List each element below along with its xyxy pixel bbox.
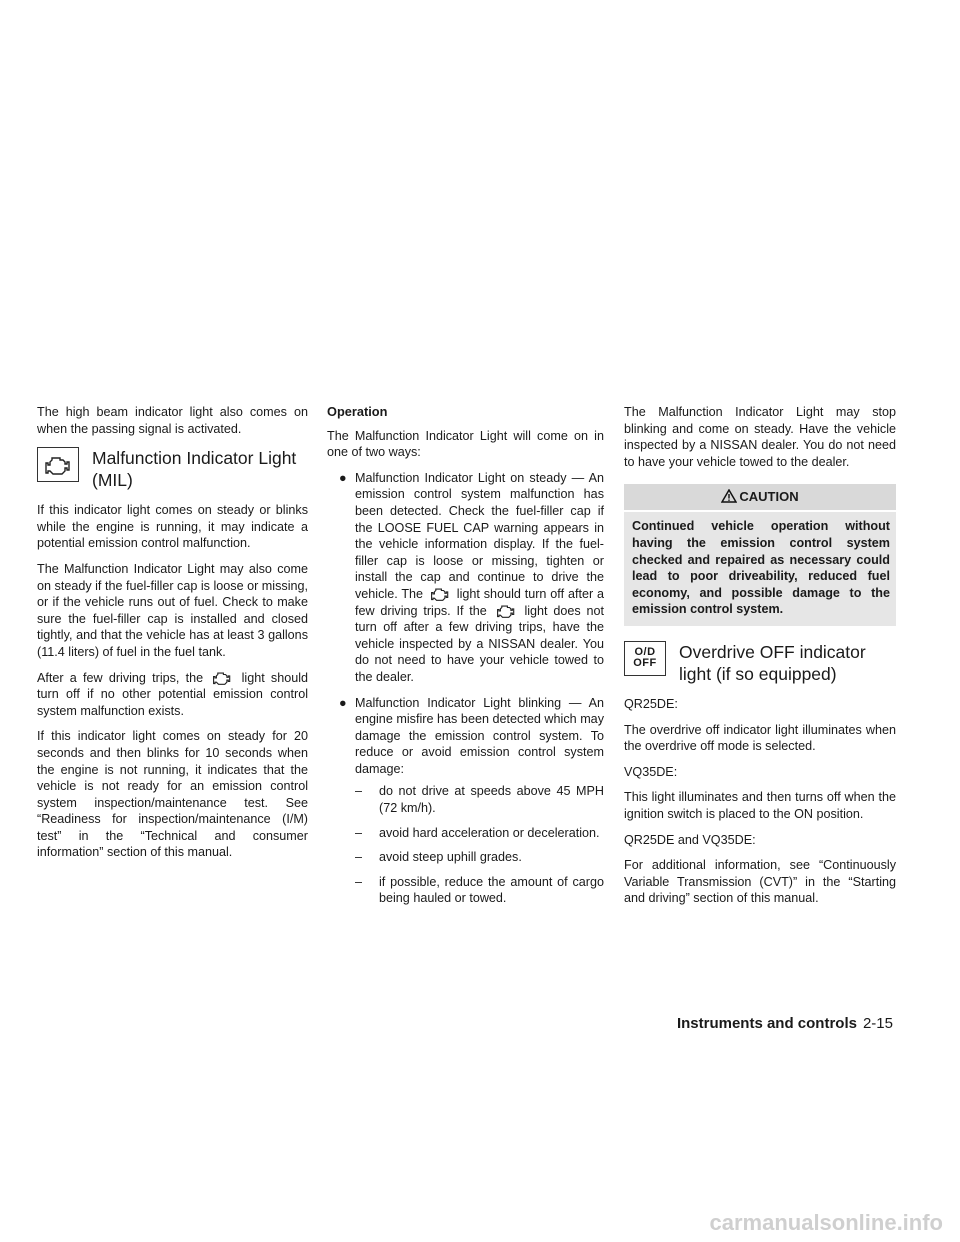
engine-icon-box bbox=[37, 447, 79, 482]
mil-heading: Malfunction Indicator Light (MIL) bbox=[92, 448, 297, 491]
label: VQ35DE: bbox=[624, 764, 678, 779]
dash-item: – avoid steep uphill grades. bbox=[355, 850, 522, 865]
column-3 bbox=[624, 404, 896, 916]
paragraph bbox=[37, 670, 308, 720]
od-icon-label: OFF bbox=[633, 657, 657, 670]
paragraph: This light illuminates and then turns off when the ignition switch is placed to the ON position. bbox=[624, 790, 896, 821]
watermark bbox=[0, 1204, 960, 1242]
bullet-list bbox=[327, 470, 604, 907]
paragraph: If this indicator light comes on steady for 20 seconds and then blinks for 10 seconds when the engine is not running, it indicates that the vehicle is not ready for an emission control system inspection/maintenance test. See “Readiness for inspection/maintenance (I/M) test” in the “Technical and consumer information” section of this manual. bbox=[37, 729, 308, 860]
dash-item: – do not drive at speeds above 45 MPH (72 km/h). bbox=[355, 784, 604, 816]
text-fragment: Malfunction Indicator Light blinking — An engine misfire has been detected which may damage the emission control system. To reduce or avoid emission control system damage: bbox=[355, 695, 604, 776]
column-2 bbox=[327, 404, 604, 916]
operation-heading: Operation bbox=[327, 404, 388, 419]
engine-check-icon bbox=[44, 455, 72, 475]
list-item bbox=[327, 470, 604, 686]
engine-check-icon bbox=[211, 671, 233, 685]
engine-check-icon bbox=[495, 604, 517, 618]
caution-title: CAUTION bbox=[739, 489, 799, 505]
dash-list bbox=[355, 783, 604, 907]
footer-section: Instruments and controls bbox=[676, 1015, 857, 1032]
column-1 bbox=[37, 404, 308, 870]
paragraph: If this indicator light comes on steady or blinks while the engine is running, it may indicate a potential emission control malfunction. bbox=[37, 503, 308, 551]
dash-item: – if possible, reduce the amount of cargo being hauled or towed. bbox=[355, 874, 604, 906]
text-fragment: Malfunction Indicator Light on steady — An emission control system malfunction has been detected. Check the fuel-filler cap if the LOOSE FUEL CAP warning appears in the vehicle information display. If the fuel-filler cap is loose or missing, tighten or install the cap and continue to drive the vehicle. The bbox=[355, 470, 604, 601]
warning-icon bbox=[721, 489, 737, 503]
mil-section-heading bbox=[37, 446, 308, 491]
bullet-icon: ● bbox=[339, 470, 347, 485]
label: QR25DE: bbox=[624, 696, 678, 711]
paragraph: The Malfunction Indicator Light will come on in one of two ways: bbox=[327, 428, 604, 460]
bullet-icon: ● bbox=[339, 695, 347, 710]
engine-check-icon bbox=[429, 587, 451, 601]
watermark-text: carmanualsonline.info bbox=[709, 1210, 943, 1235]
label: QR25DE and VQ35DE: bbox=[624, 832, 756, 847]
od-section-heading bbox=[624, 640, 896, 685]
paragraph: The Malfunction Indicator Light may stop blinking and come on steady. Have the vehicle inspected by a NISSAN dealer. You do not need to have your vehicle towed to the dealer. bbox=[624, 405, 896, 469]
page-number: 2-15 bbox=[862, 1015, 893, 1032]
text-fragment: light should turn off if no other potential emission control system malfunction exists. bbox=[37, 670, 309, 718]
paragraph: The overdrive off indicator light illuminates when the overdrive off mode is selected. bbox=[624, 722, 896, 754]
paragraph: For additional information, see “Continuously Variable Transmission (CVT)” in the “Starting and driving” section of this manual. bbox=[624, 858, 896, 906]
paragraph: The high beam indicator light also comes on when the passing signal is activated. bbox=[37, 405, 308, 436]
od-off-icon bbox=[624, 641, 666, 676]
text-fragment: light should turn off after a few driving trips. If the bbox=[355, 586, 605, 618]
od-heading: Overdrive OFF indicator light (if so equipped) bbox=[679, 641, 866, 684]
watermark-logo bbox=[608, 1208, 948, 1238]
caution-header bbox=[624, 484, 896, 510]
paragraph: The Malfunction Indicator Light may also come on steady if the fuel-filler cap is loose or missing, or if the vehicle runs out of fuel. Check to make sure the fuel-filler cap is installed and closed tightly, and that the vehicle has at least 3 gallons (11.4 liters) of fuel in the fuel tank. bbox=[37, 561, 308, 659]
text-fragment: After a few driving trips, the bbox=[37, 670, 204, 685]
page-footer bbox=[0, 1015, 893, 1032]
dash-item: – avoid hard acceleration or deceleration. bbox=[355, 825, 600, 840]
list-item bbox=[327, 695, 604, 908]
od-icon-label: O/D bbox=[634, 646, 656, 659]
caution-text: Continued vehicle operation without having the emission control system checked and repaired as necessary could lead to poor driveability, reduced fuel economy, and possible damage to the emission control system. bbox=[624, 512, 896, 626]
text-fragment: light does not turn off after a few driving trips, have the vehicle inspected by a NISSAN dealer. You do not need to have your vehicle towed to the dealer. bbox=[355, 603, 604, 684]
